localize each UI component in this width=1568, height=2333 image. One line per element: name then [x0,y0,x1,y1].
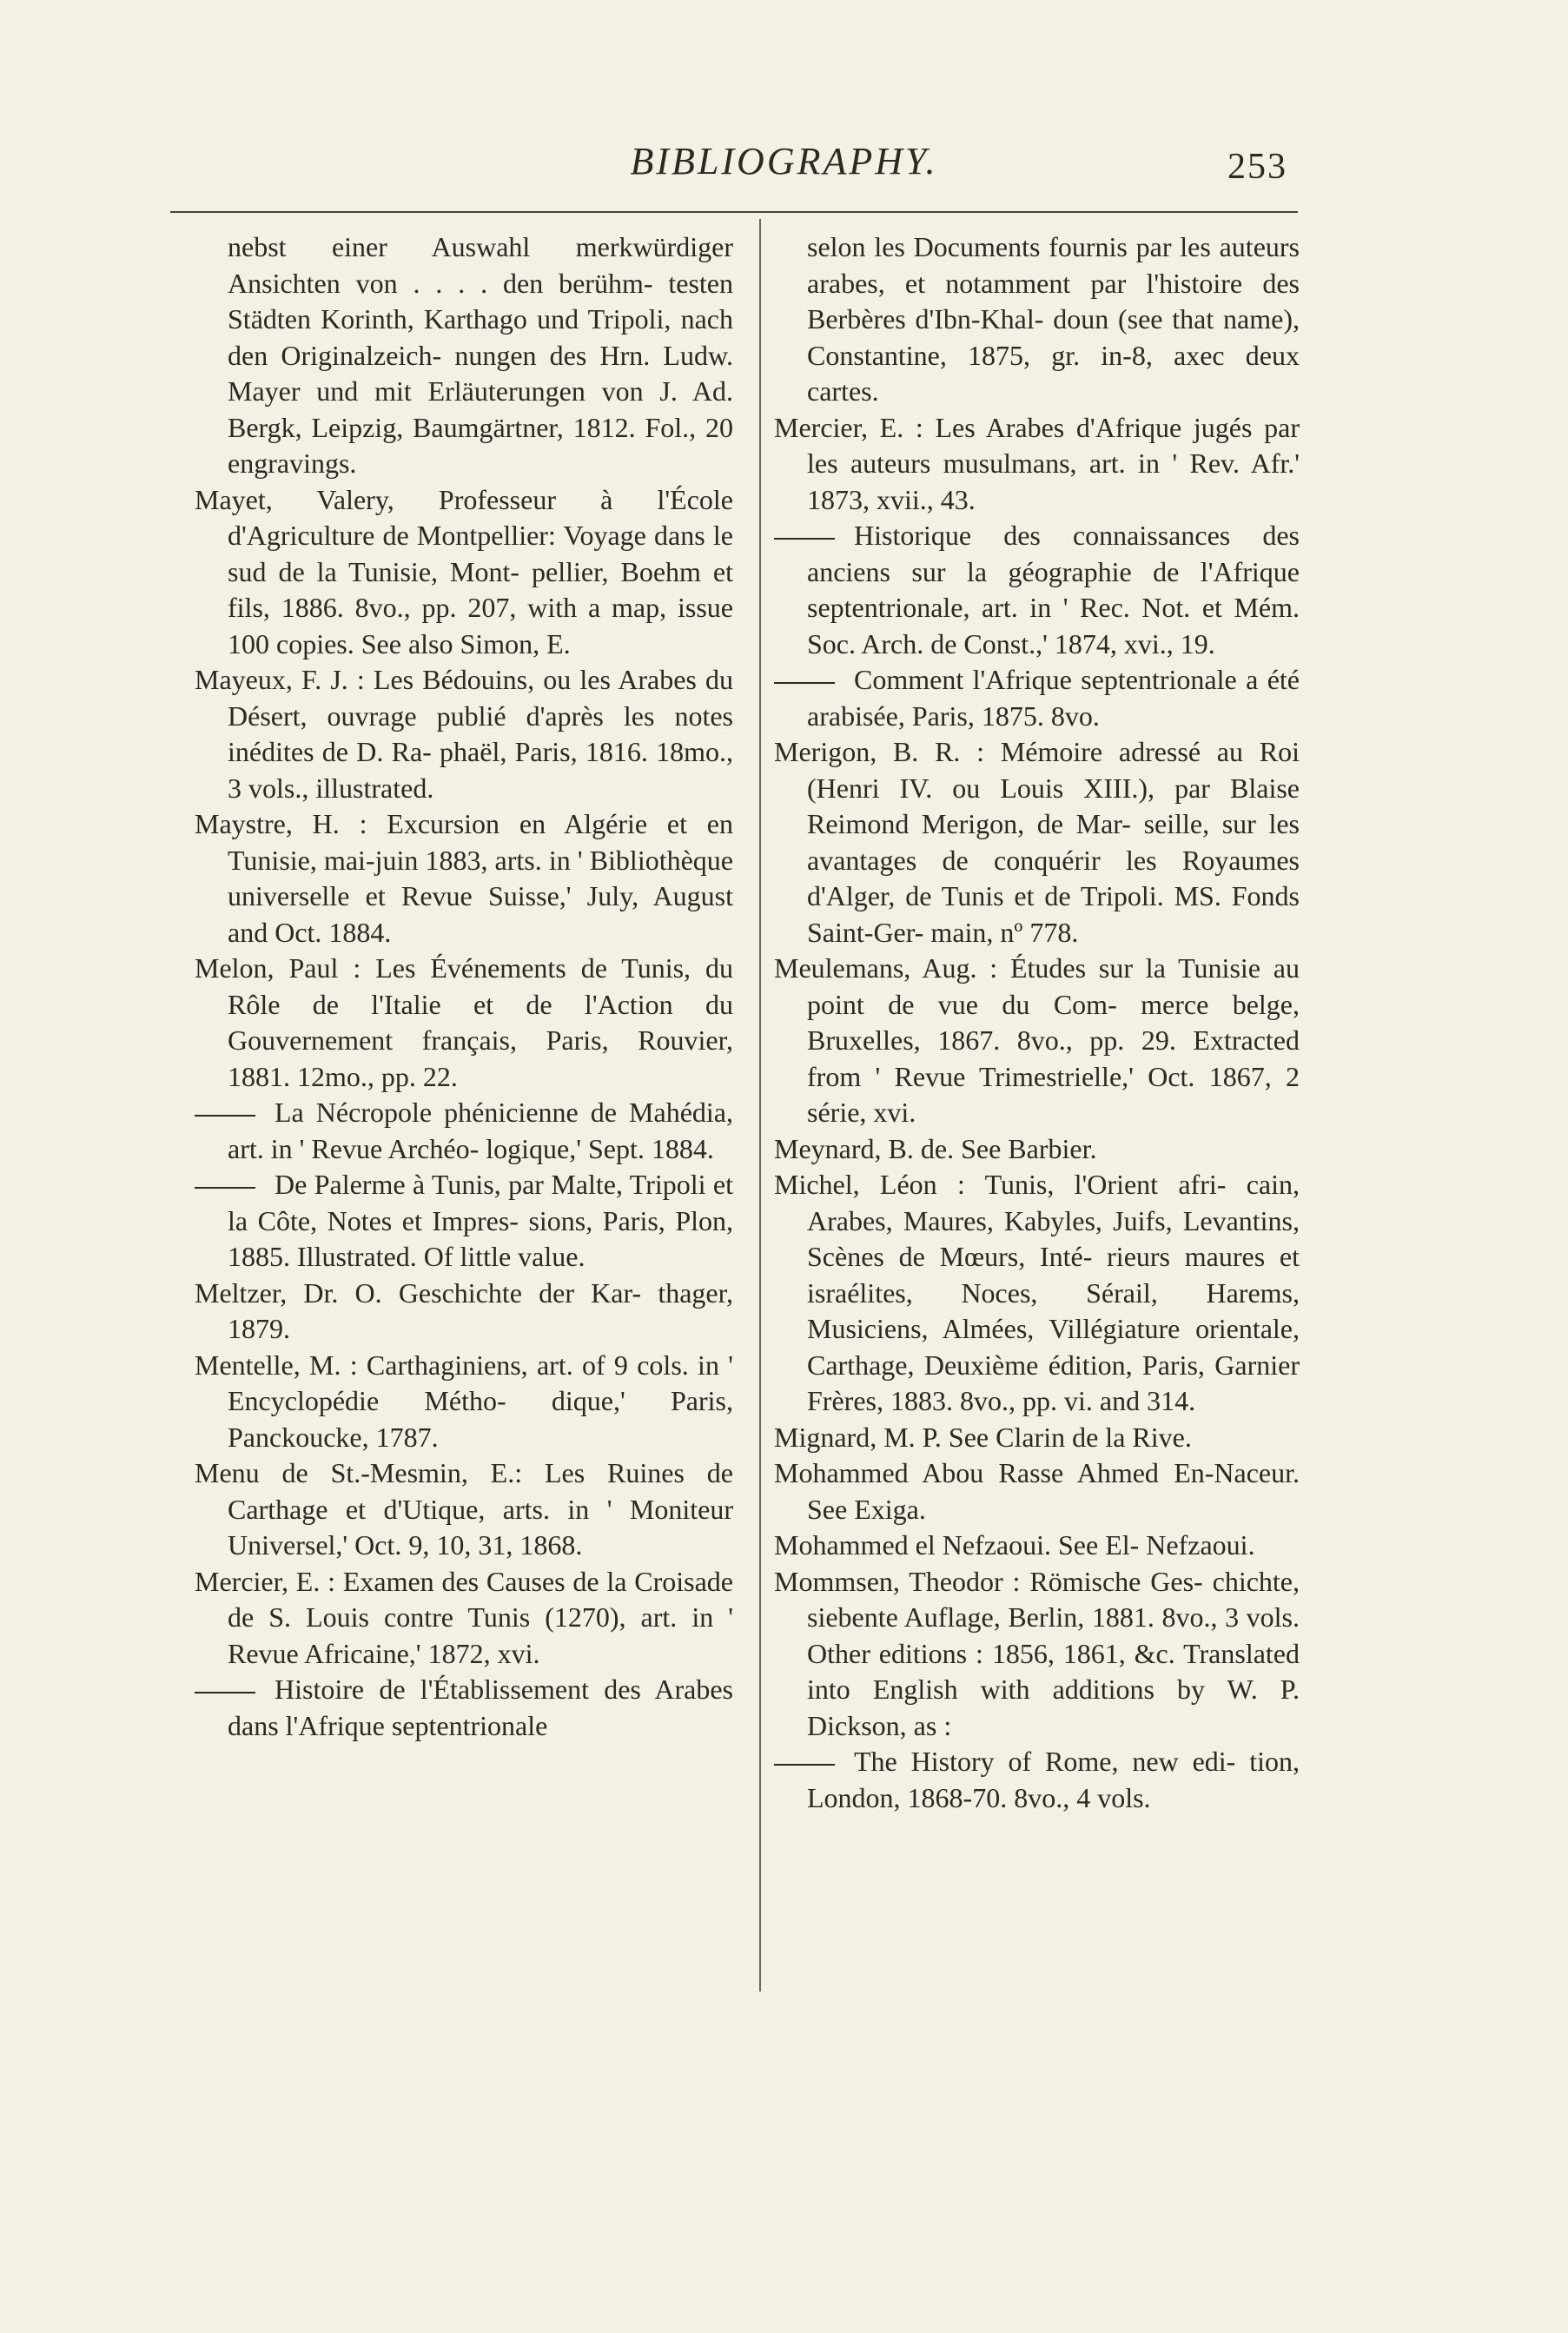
bibliography-entry: Meulemans, Aug. : Études sur la Tunisie au point de vue du Com- merce belge, Bruxelles, 1867. 8vo., pp. 29. Extracted from ' Revue Trimestrielle,' Oct. 1867, 2 série, xvi. [774,952,1300,1128]
bibliography-entry-ditto [774,1744,1300,1816]
entry-text: La Nécropole phénicienne de Mahédia, art. in ' Revue Archéo- logique,' Sept. 1884. [228,1097,733,1164]
bibliography-entry: Menu de St.-Mesmin, E.: Les Ruines de Carthage et d'Utique, arts. in ' Moniteur Universel,' Oct. 9, 10, 31, 1868. [195,1457,733,1561]
bibliography-entry: Mohammed el Nefzaoui. See El- Nefzaoui. [774,1529,1255,1561]
header-rule [170,211,1298,213]
bibliography-entry: Mignard, M. P. See Clarin de la Rive. [774,1421,1192,1453]
page-header [0,130,1568,191]
ditto-dash [774,682,835,684]
bibliography-entry: Mercier, E. : Examen des Causes de la Croisade de S. Louis contre Tunis (1270), art. in ' Revue Africaine,' 1872, xvi. [195,1565,733,1669]
column-divider [759,219,761,1992]
entry-text: Comment l'Afrique septentrionale a été arabisée, Paris, 1875. 8vo. [807,664,1300,732]
bibliography-entry: Mentelle, M. : Carthaginiens, art. of 9 cols. in ' Encyclopédie Métho- dique,' Paris, Panckoucke, 1787. [195,1349,733,1453]
ditto-dash [195,1692,255,1693]
bibliography-entry: Mayet, Valery, Professeur à l'École d'Agriculture de Montpellier: Voyage dans le sud de la Tunisie, Mont- pellier, Boehm et fils, 1886. 8vo., pp. 207, with a map, issue 100 copies. See also Simon, E. [195,483,733,659]
bibliography-entry: Merigon, B. R. : Mémoire adressé au Roi (Henri IV. ou Louis XIII.), par Blaise Reimond Merigon, de Mar- seille, sur les avantages de conquérir les Royaumes d'Alger, de Tunis et de Tripoli. MS. Fonds Saint-Ger- main, nº 778. [774,736,1300,948]
bibliography-entry: Maystre, H. : Excursion en Algérie et en Tunisie, mai-juin 1883, arts. in ' Bibliothèque universelle et Revue Suisse,' July, August and Oct. 1884. [195,808,733,948]
entry-text: Historique des connaissances des anciens sur la géographie de l'Afrique septentrionale, art. in ' Rec. Not. et Mém. Soc. Arch. de Const.,' 1874, xvi., 19. [807,520,1300,659]
bibliography-entry: Meynard, B. de. See Barbier. [774,1132,1097,1164]
bibliography-entry: Mohammed Abou Rasse Ahmed En-Naceur. See Exiga. [774,1457,1300,1525]
ditto-dash [774,538,835,540]
entry-text: De Palerme à Tunis, par Malte, Tripoli et la Côte, Notes et Impres- sions, Paris, Plon, 1885. Illustrated. Of little value. [228,1169,733,1272]
ditto-dash [195,1187,255,1189]
left-column [195,229,733,1744]
bibliography-entry: selon les Documents fournis par les auteurs arabes, et notamment par l'histoire des Berbères d'Ibn-Khal- doun (see that name), Constantine, 1875, gr. in-8, axec deux cartes. [807,231,1300,407]
bibliography-entry-ditto [195,1095,733,1167]
bibliography-entry-ditto [774,518,1300,662]
running-title: BIBLIOGRAPHY. [630,140,938,182]
bibliography-entry: Meltzer, Dr. O. Geschichte der Kar- thager, 1879. [195,1276,733,1344]
bibliography-entry: Michel, Léon : Tunis, l'Orient afri- cain, Arabes, Maures, Kabyles, Juifs, Levantins, Scènes de Mœurs, Inté- rieurs maures et israélites, Noces, Sérail, Harems, Musiciens, Almées, Villégiature orientale, Carthage, Deuxième édition, Paris, Garnier Frères, 1883. 8vo., pp. vi. and 314. [774,1169,1300,1416]
bibliography-entry-ditto [774,662,1300,734]
bibliography-entry: Melon, Paul : Les Événements de Tunis, du Rôle de l'Italie et de l'Action du Gouvernement français, Paris, Rouvier, 1881. 12mo., pp. 22. [195,952,733,1092]
bibliography-entry-ditto [195,1167,733,1276]
bibliography-entry: Mommsen, Theodor : Römische Ges- chichte, siebente Auflage, Berlin, 1881. 8vo., 3 vols. Other editions : 1856, 1861, &c. Translated into English with additions by W. P. Dickson, as : [774,1565,1300,1741]
ditto-dash [195,1115,255,1117]
bibliography-entry: Mercier, E. : Les Arabes d'Afrique jugés par les auteurs musulmans, art. in ' Rev. Afr.' 1873, xvii., 43. [774,411,1300,515]
entry-text: Histoire de l'Établissement des Arabes dans l'Afrique septentrionale [228,1674,733,1741]
bibliography-entry: nebst einer Auswahl merkwürdiger Ansichten von . . . . den berühm- testen Städten Korinth, Karthago und Tripoli, nach den Originalzeich- nungen des Hrn. Ludw. Mayer und mit Erläuterungen von J. Ad. Bergk, Leipzig, Baumgärtner, 1812. Fol., 20 engravings. [228,231,733,479]
page-number: 253 [1227,147,1287,187]
bibliography-entry-ditto [195,1672,733,1744]
right-column [774,229,1300,1816]
entry-text: The History of Rome, new edi- tion, London, 1868-70. 8vo., 4 vols. [807,1746,1300,1813]
ditto-dash [774,1764,835,1766]
bibliography-entry: Mayeux, F. J. : Les Bédouins, ou les Arabes du Désert, ouvrage publié d'après les notes inédites de D. Ra- phaël, Paris, 1816. 18mo., 3 vols., illustrated. [195,664,733,804]
